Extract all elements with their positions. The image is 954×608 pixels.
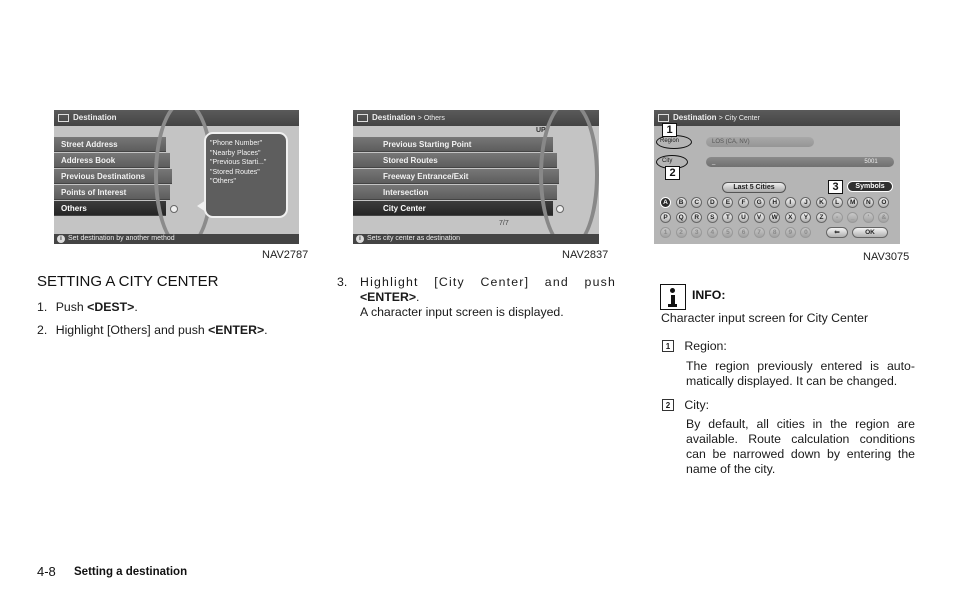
symbols-button[interactable]: Symbols [847, 181, 893, 192]
preview-bubble [204, 132, 288, 218]
key-8[interactable]: 8 [769, 227, 780, 238]
description-line: The region previously entered is auto- [686, 359, 915, 373]
step-2 [37, 323, 317, 338]
screenshot-others-menu [353, 110, 599, 244]
scroll-arc [539, 110, 599, 244]
description-line: matically displayed. It can be changed. [686, 374, 898, 388]
figure-caption: NAV3075 [863, 251, 910, 263]
info-label: INFO: [692, 288, 726, 302]
screen-subtitle: > Others [417, 115, 445, 122]
key-x[interactable]: X [785, 212, 796, 223]
city-label: City [662, 158, 673, 164]
screen-title: Destination [73, 113, 117, 122]
preview-item: "Others" [210, 178, 236, 185]
step-text: Highlight [Others] and push [55, 323, 209, 337]
step-1 [37, 300, 307, 315]
key-w[interactable]: W [769, 212, 780, 223]
marker-2-description [686, 417, 915, 477]
figure-caption: NAV2787 [262, 249, 309, 261]
menu-item-street-address[interactable]: Street Address [54, 137, 166, 152]
step-3-text: Highlight [City Center] and push [360, 275, 616, 289]
preview-item: "Stored Routes" [210, 168, 260, 176]
menu-icon [357, 114, 368, 122]
scroll-up-label[interactable]: UP [536, 127, 546, 134]
step-number: 2. [37, 323, 48, 337]
marker-2-title: City: [684, 398, 710, 412]
key-n[interactable]: N [863, 197, 874, 208]
key-t[interactable]: T [722, 212, 733, 223]
status-text: Set destination by another method [68, 235, 175, 242]
key-y[interactable]: Y [800, 212, 811, 223]
step-3-result: A character input screen is displayed. [360, 305, 564, 319]
key-m[interactable]: M [847, 197, 858, 208]
step-3-number: 3. [337, 275, 348, 289]
menu-item-others[interactable]: Others [54, 201, 166, 216]
status-text: Sets city center as destination [367, 235, 460, 242]
key-j[interactable]: J [800, 197, 811, 208]
key-symbol[interactable]: ' [863, 212, 874, 223]
key-o[interactable]: O [878, 197, 889, 208]
key-5[interactable]: 5 [722, 227, 733, 238]
marker-2-row [662, 398, 709, 413]
menu-item-previous-destinations[interactable]: Previous Destinations [54, 169, 172, 184]
key-symbol[interactable]: - [832, 212, 843, 223]
title-bar [654, 110, 900, 126]
key-p[interactable]: P [660, 212, 671, 223]
info-text: Character input screen for City Center [661, 311, 869, 325]
key-a[interactable]: A [660, 197, 671, 208]
ok-key[interactable]: OK [852, 227, 888, 238]
key-c[interactable]: C [691, 197, 702, 208]
key-6[interactable]: 6 [738, 227, 749, 238]
menu-item-intersection[interactable]: Intersection [353, 185, 557, 200]
bubble-tail [197, 200, 206, 212]
callout-3: 3 [828, 180, 843, 194]
preview-item: "Previous Starti..." [210, 159, 267, 166]
marker-1-description [686, 359, 915, 389]
menu-icon [658, 114, 669, 122]
description-line: name of the city. [686, 462, 776, 476]
step-punct: . [134, 300, 138, 314]
screenshot-destination-menu [54, 110, 299, 244]
selection-dot [170, 205, 178, 213]
key-7[interactable]: 7 [754, 227, 765, 238]
key-symbol[interactable]: _ [847, 212, 858, 223]
description-line: available. Route calculation conditions [686, 432, 915, 446]
last-5-cities-button[interactable]: Last 5 Cities [722, 182, 786, 193]
key-3[interactable]: 3 [691, 227, 702, 238]
info-icon-dot [670, 288, 675, 293]
step-punct: . [416, 290, 420, 304]
key-name: <ENTER> [208, 323, 265, 337]
key-k[interactable]: K [816, 197, 827, 208]
city-input[interactable]: _ [706, 157, 864, 167]
step-punct: . [264, 323, 268, 337]
screenshot-city-center-input [654, 110, 900, 244]
region-label: Region [660, 138, 680, 144]
section-heading: SETTING A CITY CENTER [37, 273, 219, 290]
step-text: Push [55, 300, 88, 314]
key-name: <ENTER> [360, 290, 417, 304]
preview-item: "Nearby Places" [210, 149, 261, 157]
key-0[interactable]: 0 [800, 227, 811, 238]
marker-2: 2 [662, 399, 674, 411]
screen-title-wrap [673, 113, 760, 122]
status-bar [353, 234, 599, 244]
key-d[interactable]: D [707, 197, 718, 208]
key-l[interactable]: L [832, 197, 843, 208]
menu-item-freeway-entrance-exit[interactable]: Freeway Entrance/Exit [353, 169, 559, 184]
key-h[interactable]: H [769, 197, 780, 208]
marker-1-title: Region: [684, 339, 727, 353]
key-g[interactable]: G [754, 197, 765, 208]
status-bar [54, 234, 299, 244]
key-z[interactable]: Z [816, 212, 827, 223]
key-v[interactable]: V [754, 212, 765, 223]
section-name: Setting a destination [74, 566, 188, 578]
key-symbol[interactable]: & [878, 212, 889, 223]
backspace-key[interactable]: ⇐ [826, 227, 848, 238]
page-number: 4-8 [37, 564, 56, 579]
key-q[interactable]: Q [676, 212, 687, 223]
key-4[interactable]: 4 [707, 227, 718, 238]
city-count: 5001 [848, 157, 894, 167]
region-field[interactable]: LOS (CA, NV) [706, 137, 814, 147]
key-2[interactable]: 2 [676, 227, 687, 238]
menu-item-city-center[interactable]: City Center [353, 201, 553, 216]
key-s[interactable]: S [707, 212, 718, 223]
menu-item-points-of-interest[interactable]: Points of Interest [54, 185, 170, 200]
info-icon: i [356, 235, 364, 243]
key-1[interactable]: 1 [660, 227, 671, 238]
preview-item: "Phone Number" [210, 140, 263, 147]
figure-caption: NAV2837 [562, 249, 609, 261]
step-number: 1. [37, 300, 48, 314]
key-e[interactable]: E [722, 197, 733, 208]
screen-title: Destination [372, 113, 416, 122]
menu-item-address-book[interactable]: Address Book [54, 153, 170, 168]
page-indicator: 7/7 [499, 220, 509, 227]
info-icon-base [668, 304, 677, 307]
menu-icon [58, 114, 69, 122]
screen-subtitle: > City Center [718, 115, 760, 122]
marker-1-row [662, 339, 727, 354]
callout-2: 2 [665, 166, 680, 180]
key-r[interactable]: R [691, 212, 702, 223]
selection-dot [556, 205, 564, 213]
info-icon: i [57, 235, 65, 243]
description-line: can be narrowed down by entering the [686, 447, 915, 461]
description-line: By default, all cities in the region are [686, 417, 915, 431]
screen-title-wrap [372, 113, 445, 122]
key-u[interactable]: U [738, 212, 749, 223]
step-3-key [360, 290, 419, 305]
menu-item-stored-routes[interactable]: Stored Routes [353, 153, 557, 168]
key-name: <DEST> [87, 300, 135, 314]
screen-title: Destination [673, 113, 717, 122]
menu-item-previous-starting-point[interactable]: Previous Starting Point [353, 137, 553, 152]
key-b[interactable]: B [676, 197, 687, 208]
callout-1: 1 [662, 123, 677, 137]
info-icon [660, 284, 686, 310]
key-i[interactable]: I [785, 197, 796, 208]
key-f[interactable]: F [738, 197, 749, 208]
marker-1: 1 [662, 340, 674, 352]
key-9[interactable]: 9 [785, 227, 796, 238]
